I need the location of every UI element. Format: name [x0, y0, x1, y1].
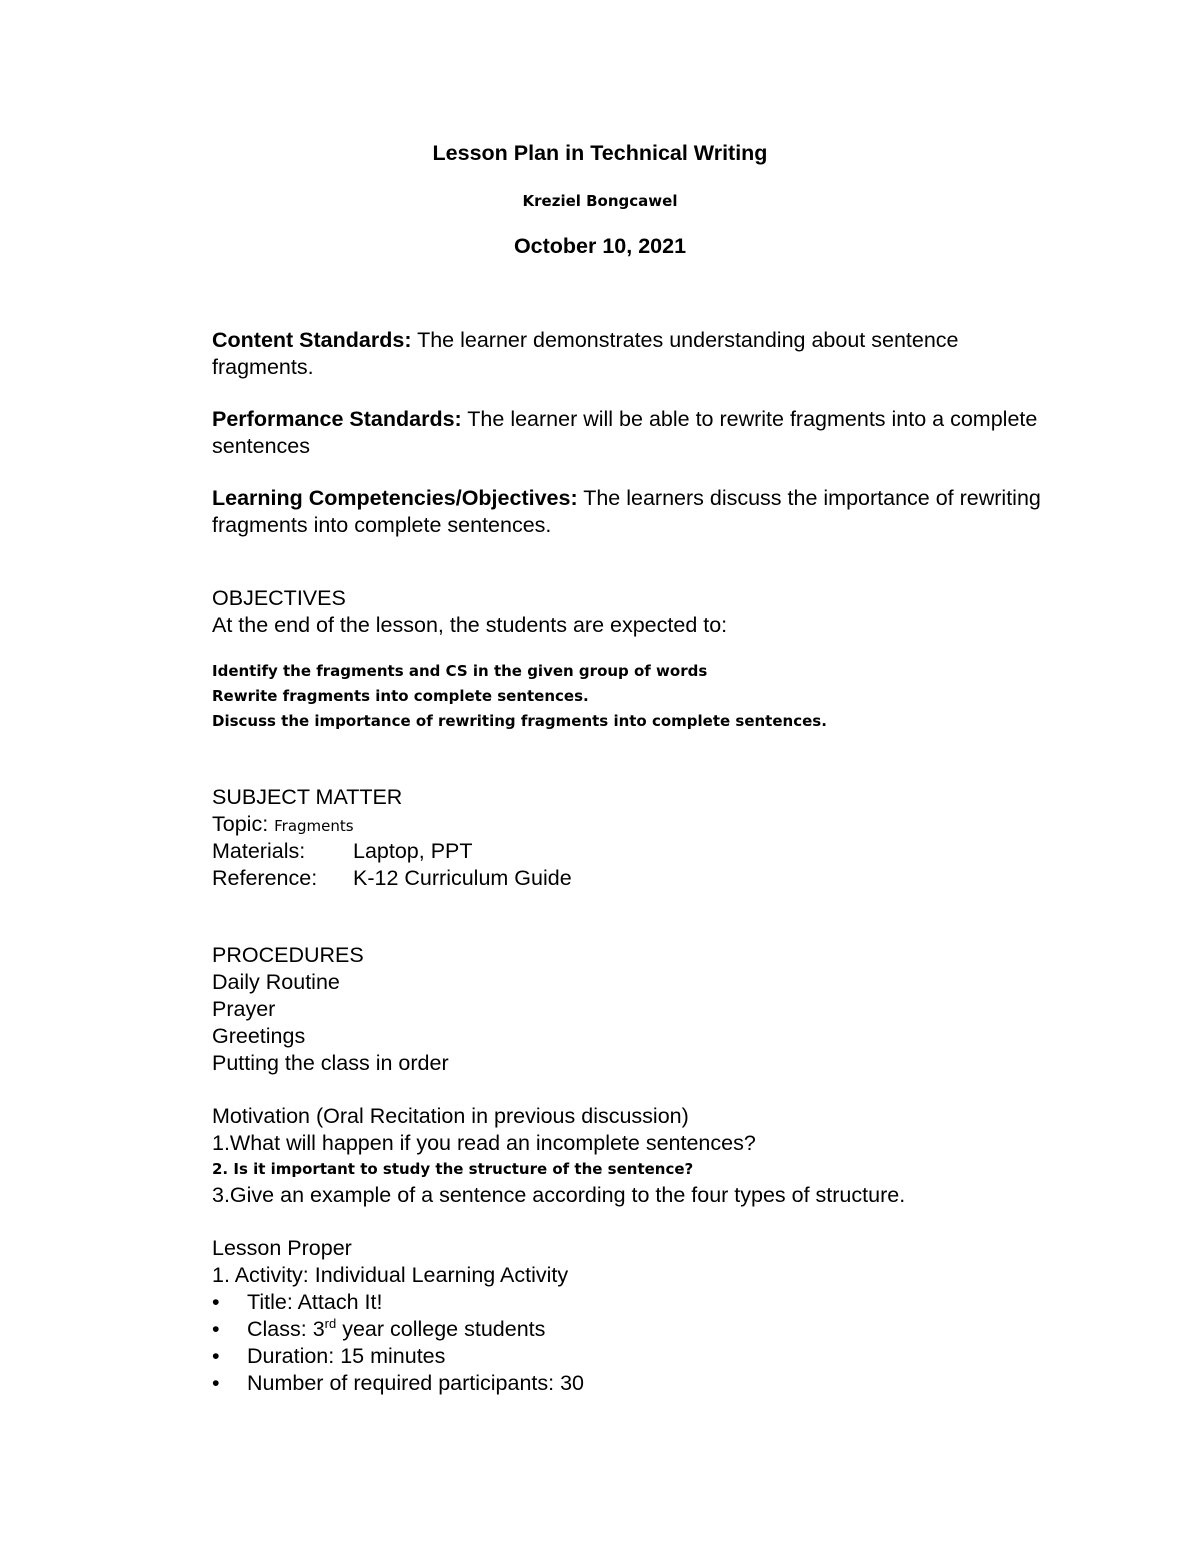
procedure-item: Putting the class in order: [212, 1051, 449, 1075]
materials-row: [212, 838, 712, 865]
activity-duration: Duration: 15 minutes: [247, 1344, 446, 1368]
activity-detail-item: [212, 1316, 545, 1343]
lesson-proper-heading: Lesson Proper: [212, 1236, 352, 1260]
content-standards-text: The learner demonstrates understanding about sentence fragments.: [212, 328, 959, 379]
bullet-icon: •: [212, 1290, 220, 1314]
objectives-heading: OBJECTIVES: [212, 586, 346, 610]
bullet-icon: •: [212, 1344, 220, 1368]
reference-label: Reference:: [212, 866, 318, 890]
materials-label: Materials:: [212, 839, 306, 863]
topic-row: [212, 811, 354, 839]
learning-competencies: [212, 485, 1042, 539]
motivation-question: 2. Is it important to study the structure of the sentence?: [212, 1160, 694, 1178]
author-name: Kreziel Bongcawel: [522, 192, 678, 210]
learning-competencies-text: The learners discuss the importance of rewriting fragments into complete sentences.: [212, 486, 1041, 537]
performance-standards-text: The learner will be able to rewrite fragments into a complete sentences: [212, 407, 1038, 458]
activity-detail-item: [212, 1343, 445, 1370]
objectives-intro: At the end of the lesson, the students are expected to:: [212, 613, 728, 637]
procedure-item: Prayer: [212, 997, 276, 1021]
activity-class-prefix: Class: 3: [247, 1317, 325, 1341]
motivation-question: 1.What will happen if you read an incomplete sentences?: [212, 1131, 756, 1155]
document-title: Lesson Plan in Technical Writing: [432, 141, 768, 165]
performance-standards: [212, 406, 1042, 460]
learning-competencies-label: Learning Competencies/Objectives:: [212, 486, 578, 510]
activity-detail-item: [212, 1289, 382, 1316]
reference-row: [212, 865, 712, 892]
motivation-heading: Motivation (Oral Recitation in previous discussion): [212, 1104, 689, 1128]
objective-item: Identify the fragments and CS in the given group of words: [212, 662, 708, 680]
procedure-item: Daily Routine: [212, 970, 340, 994]
activity-line: 1. Activity: Individual Learning Activity: [212, 1263, 569, 1287]
activity-class-superscript: rd: [324, 1315, 337, 1331]
objective-item: Rewrite fragments into complete sentences.: [212, 687, 589, 705]
activity-participants: Number of required participants: 30: [247, 1371, 585, 1395]
bullet-icon: •: [212, 1371, 220, 1395]
subject-matter-heading: SUBJECT MATTER: [212, 785, 403, 809]
document-date: October 10, 2021: [513, 234, 687, 258]
procedure-item: Greetings: [212, 1024, 306, 1048]
content-standards: [212, 327, 1042, 381]
motivation-question: 3.Give an example of a sentence according to the four types of structure.: [212, 1183, 906, 1207]
activity-title: Title: Attach It!: [247, 1290, 383, 1314]
topic-label: Topic:: [212, 812, 275, 836]
activity-class-suffix: year college students: [336, 1317, 546, 1341]
performance-standards-label: Performance Standards:: [212, 407, 462, 431]
procedures-heading: PROCEDURES: [212, 943, 364, 967]
content-standards-label: Content Standards:: [212, 328, 412, 352]
materials-value: Laptop, PPT: [353, 839, 473, 863]
reference-value: K-12 Curriculum Guide: [353, 866, 572, 890]
objective-item: Discuss the importance of rewriting fragments into complete sentences.: [212, 712, 827, 730]
topic-value: Fragments: [274, 817, 354, 835]
bullet-icon: •: [212, 1317, 220, 1341]
activity-detail-item: [212, 1370, 584, 1397]
